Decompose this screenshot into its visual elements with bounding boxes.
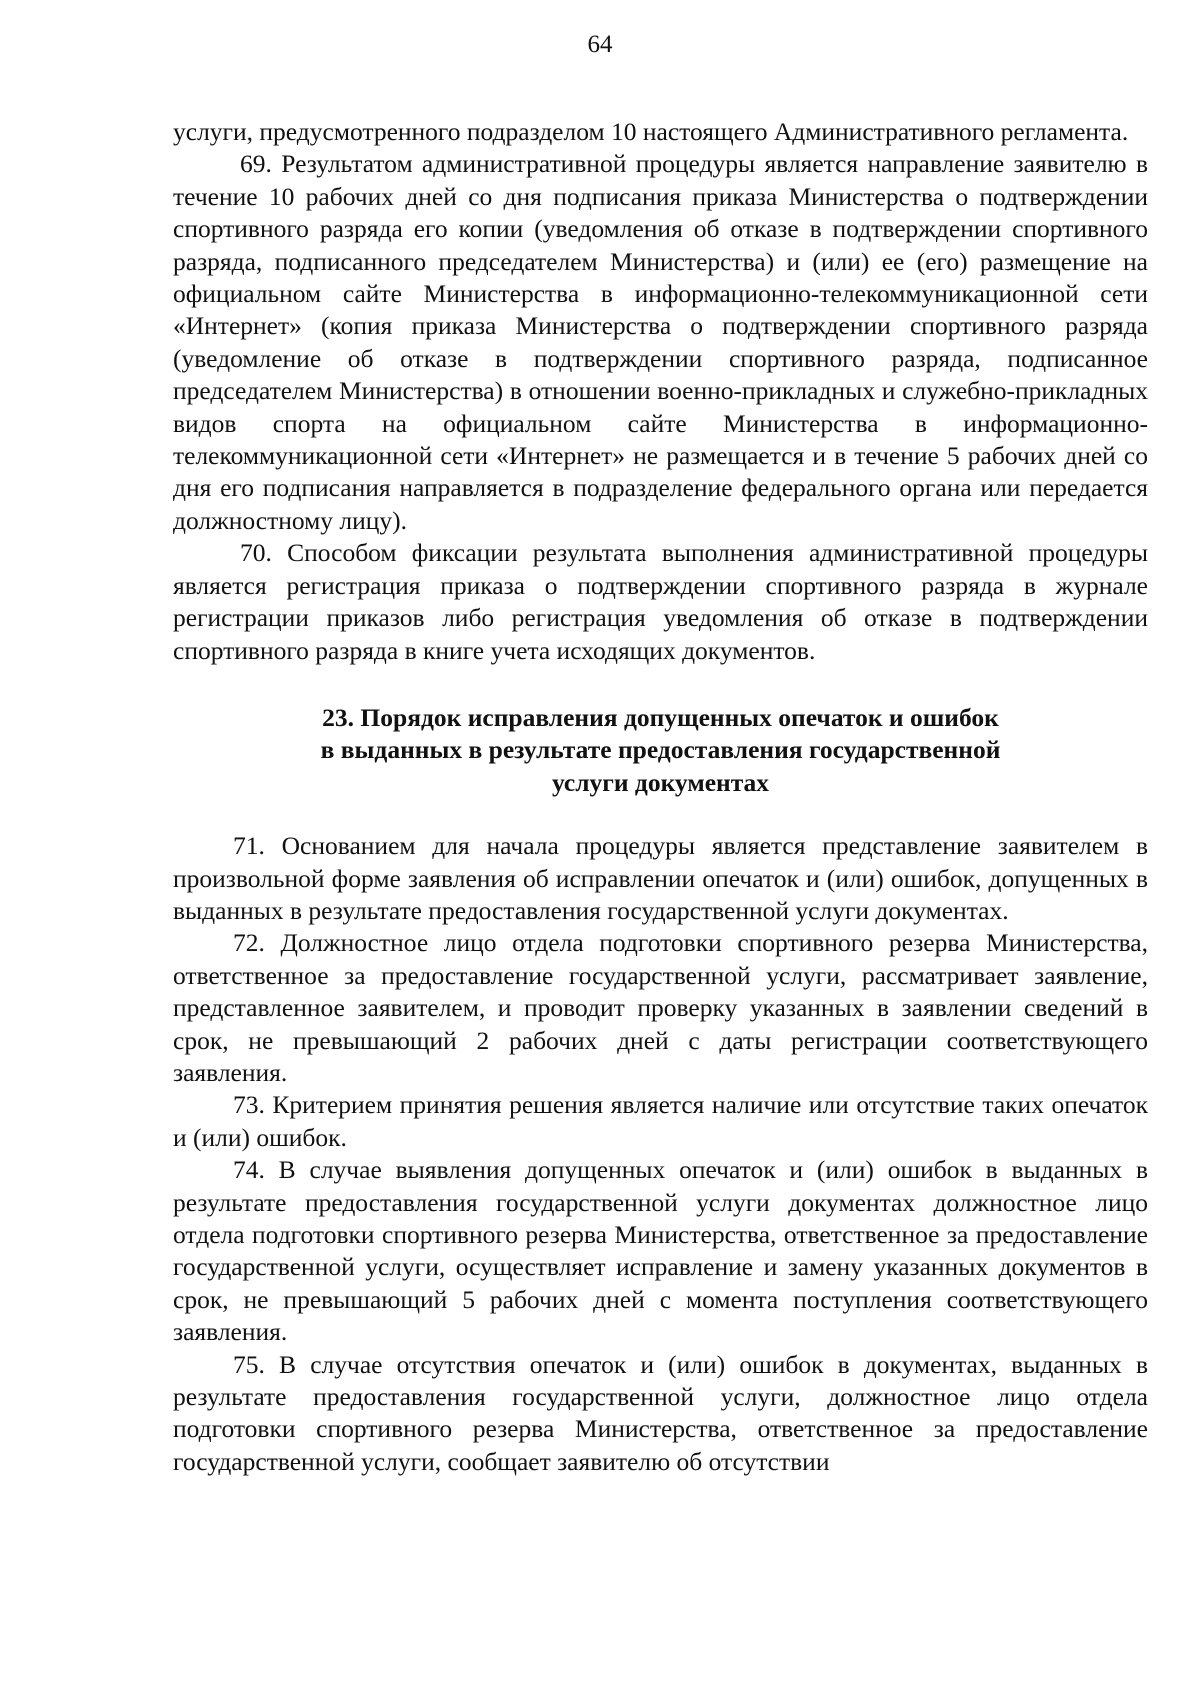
section-heading-line: в выданных в результате предоставления государственной xyxy=(320,735,1001,765)
paragraph-71: 71. Основанием для начала процедуры является представление заявителем в произвольной форме заявления об исправлении опечаток и (или) ошибок, допущенных в выданных в результате предоставления государственной услуги документах. xyxy=(173,831,1148,925)
paragraph-continuation: услуги, предусмотренного подразделом 10 настоящего Административного регламента. xyxy=(173,117,1129,146)
document-body xyxy=(173,116,1148,1478)
section-heading-line: услуги документах xyxy=(551,767,770,797)
section-heading xyxy=(173,702,1148,799)
paragraph-72: 72. Должностное лицо отдела подготовки спортивного резерва Министерства, ответственное за предоставление государственной услуги, рассматривает заявление, представленное заявителем, и проводит проверку указанных в заявлении сведений в срок, не превышающий 2 рабочих дней с даты регистрации соответствующего заявления. xyxy=(173,928,1148,1087)
paragraph-69: 69. Результатом административной процедуры является направление заявителю в течение 10 рабочих дней со дня подписания приказа Министерства о подтверждении спортивного разряда его копии (уведомления об отказе в подтверждении спортивного разряда, подписанного председателем Министерства) и (или) ее (его) размещение на официальном сайте Министерства в информационно-телекоммуникационной сети «Интернет» (копия приказа Министерства о подтверждении спортивного разряда (уведомление об отказе в подтверждении спортивного разряда, подписанное председателем Министерства) в отношении военно-прикладных и служебно-прикладных видов спорта на официальном сайте Министерства в информационно-телекоммуникационной сети «Интернет» не размещается и в течение 5 рабочих дней со дня его подписания направляется в подразделение федерального органа или передается должностному лицу). xyxy=(173,149,1148,535)
section-heading-line: 23. Порядок исправления допущенных опечаток и ошибок xyxy=(322,702,999,732)
paragraph-73: 73. Критерием принятия решения является наличие или отсутствие таких опечаток и (или) ошибок. xyxy=(173,1090,1148,1152)
page-number: 64 xyxy=(587,31,613,58)
paragraph-70: 70. Способом фиксации результата выполнения административной процедуры является регистрация приказа о подтверждении спортивного разряда в журнале регистрации приказов либо регистрация уведомления об отказе в подтверждении спортивного разряда в книге учета исходящих документов. xyxy=(173,538,1148,665)
paragraph-74: 74. В случае выявления допущенных опечаток и (или) ошибок в выданных в результате предоставления государственной услуги документах должностное лицо отдела подготовки спортивного резерва Министерства, ответственное за предоставление государственной услуги, осуществляет исправление и замену указанных документов в срок, не превышающий 5 рабочих дней с момента поступления соответствующего заявления. xyxy=(173,1155,1148,1347)
paragraph-75: 75. В случае отсутствия опечаток и (или) ошибок в документах, выданных в результате предоставления государственной услуги, должностное лицо отдела подготовки спортивного резерва Министерства, ответственное за предоставление государственной услуги, сообщает заявителю об отсутствии xyxy=(173,1349,1148,1476)
